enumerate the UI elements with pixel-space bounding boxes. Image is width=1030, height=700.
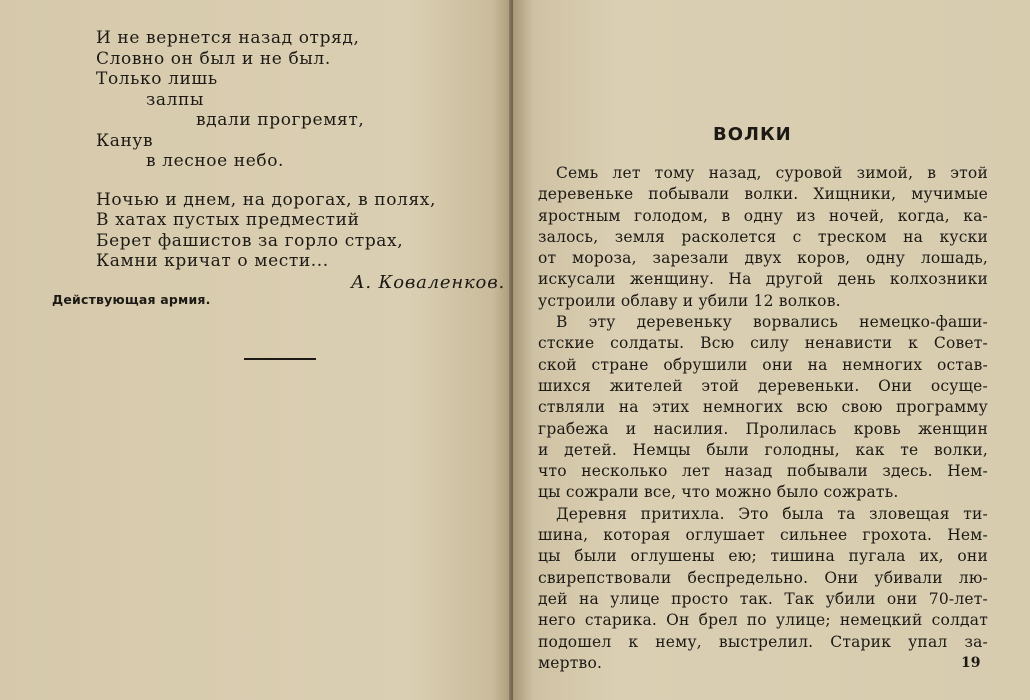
text-line: залось, земля расколется с треском на куски: [538, 227, 988, 246]
poem-author: А. Коваленков.: [350, 272, 505, 293]
text-line: подошел к нему, выстрелил. Старик упал за-: [538, 632, 988, 651]
text-line: В эту деревеньку ворвались немецко-фаши-: [556, 313, 988, 332]
poem-line: в лесное небо.: [146, 151, 285, 171]
article-paragraph: [538, 163, 988, 312]
text-line: что несколько лет назад побывали здесь. Нем-: [538, 462, 988, 481]
poem-line: залпы: [146, 89, 205, 110]
text-line: деревеньке побывали волки. Хищники, мучимые: [538, 185, 988, 204]
poem-line: Берет фашистов за горло страх,: [96, 230, 404, 251]
text-line: шина, которая оглушает сильнее грохота. Нем-: [538, 526, 988, 545]
poem-line: И не вернется назад отряд,: [96, 28, 360, 48]
text-line: от мороза, зарезали двух коров, одну лошадь,: [538, 249, 988, 268]
text-line: шихся жителей этой деревеньки. Они осуще-: [538, 376, 988, 395]
text-line: грабежа и насилия. Пролилась кровь женщин: [538, 419, 988, 438]
right-page: [513, 0, 1030, 700]
poem-line: Только лишь: [96, 69, 218, 89]
text-line: ствляли на этих немногих всю свою программу: [538, 398, 988, 417]
text-line: Деревня притихла. Это была та зловещая ти-: [556, 504, 988, 523]
page-number: 19: [961, 655, 981, 671]
poem-line: вдали прогремят,: [196, 110, 365, 130]
text-line: стские солдаты. Всю силу ненависти к Совет-: [538, 334, 988, 353]
text-line: искусали женщину. На другой день колхозники: [538, 270, 988, 289]
text-line: ской стране обрушили они на немногих остав-: [538, 355, 988, 374]
poem-line: Канув: [96, 130, 154, 151]
text-line: свирепствовали беспредельно. Они убивали лю-: [538, 568, 988, 587]
text-line: устроили облаву и убили 12 волков.: [538, 291, 841, 310]
text-line: дей на улице просто так. Так убили они 70-лет-: [538, 589, 988, 608]
text-line: Семь лет тому назад, суровой зимой, в этой: [556, 164, 988, 182]
poem-line: Словно он был и не был.: [96, 48, 331, 69]
poem-line: Ночью и днем, на дорогах, в полях,: [96, 189, 436, 210]
text-line: цы сожрали все, что можно было сожрать.: [538, 483, 899, 502]
text-line: и детей. Немцы были голодны, как те волки,: [538, 440, 988, 459]
text-line: мертво.: [538, 653, 603, 672]
article-paragraph: [538, 312, 988, 504]
article-body: [538, 163, 988, 674]
article-title: ВОЛКИ: [713, 124, 792, 145]
poem-line: Камни кричат о мести...: [96, 251, 329, 271]
text-line: цы были оглушены ею; тишина пугала их, они: [538, 547, 988, 566]
article-paragraph: [538, 504, 988, 674]
text-line: яростным голодом, в одну из ночей, когда, ка-: [538, 206, 988, 225]
poem-source: Действующая армия.: [52, 292, 211, 307]
poem-line: В хатах пустых предместий: [96, 210, 360, 230]
text-line: него старика. Он брел по улице; немецкий солдат: [538, 611, 988, 630]
left-page: [0, 0, 513, 700]
section-divider: [244, 358, 316, 360]
poem: [96, 28, 506, 272]
stanza-break: [96, 172, 506, 190]
